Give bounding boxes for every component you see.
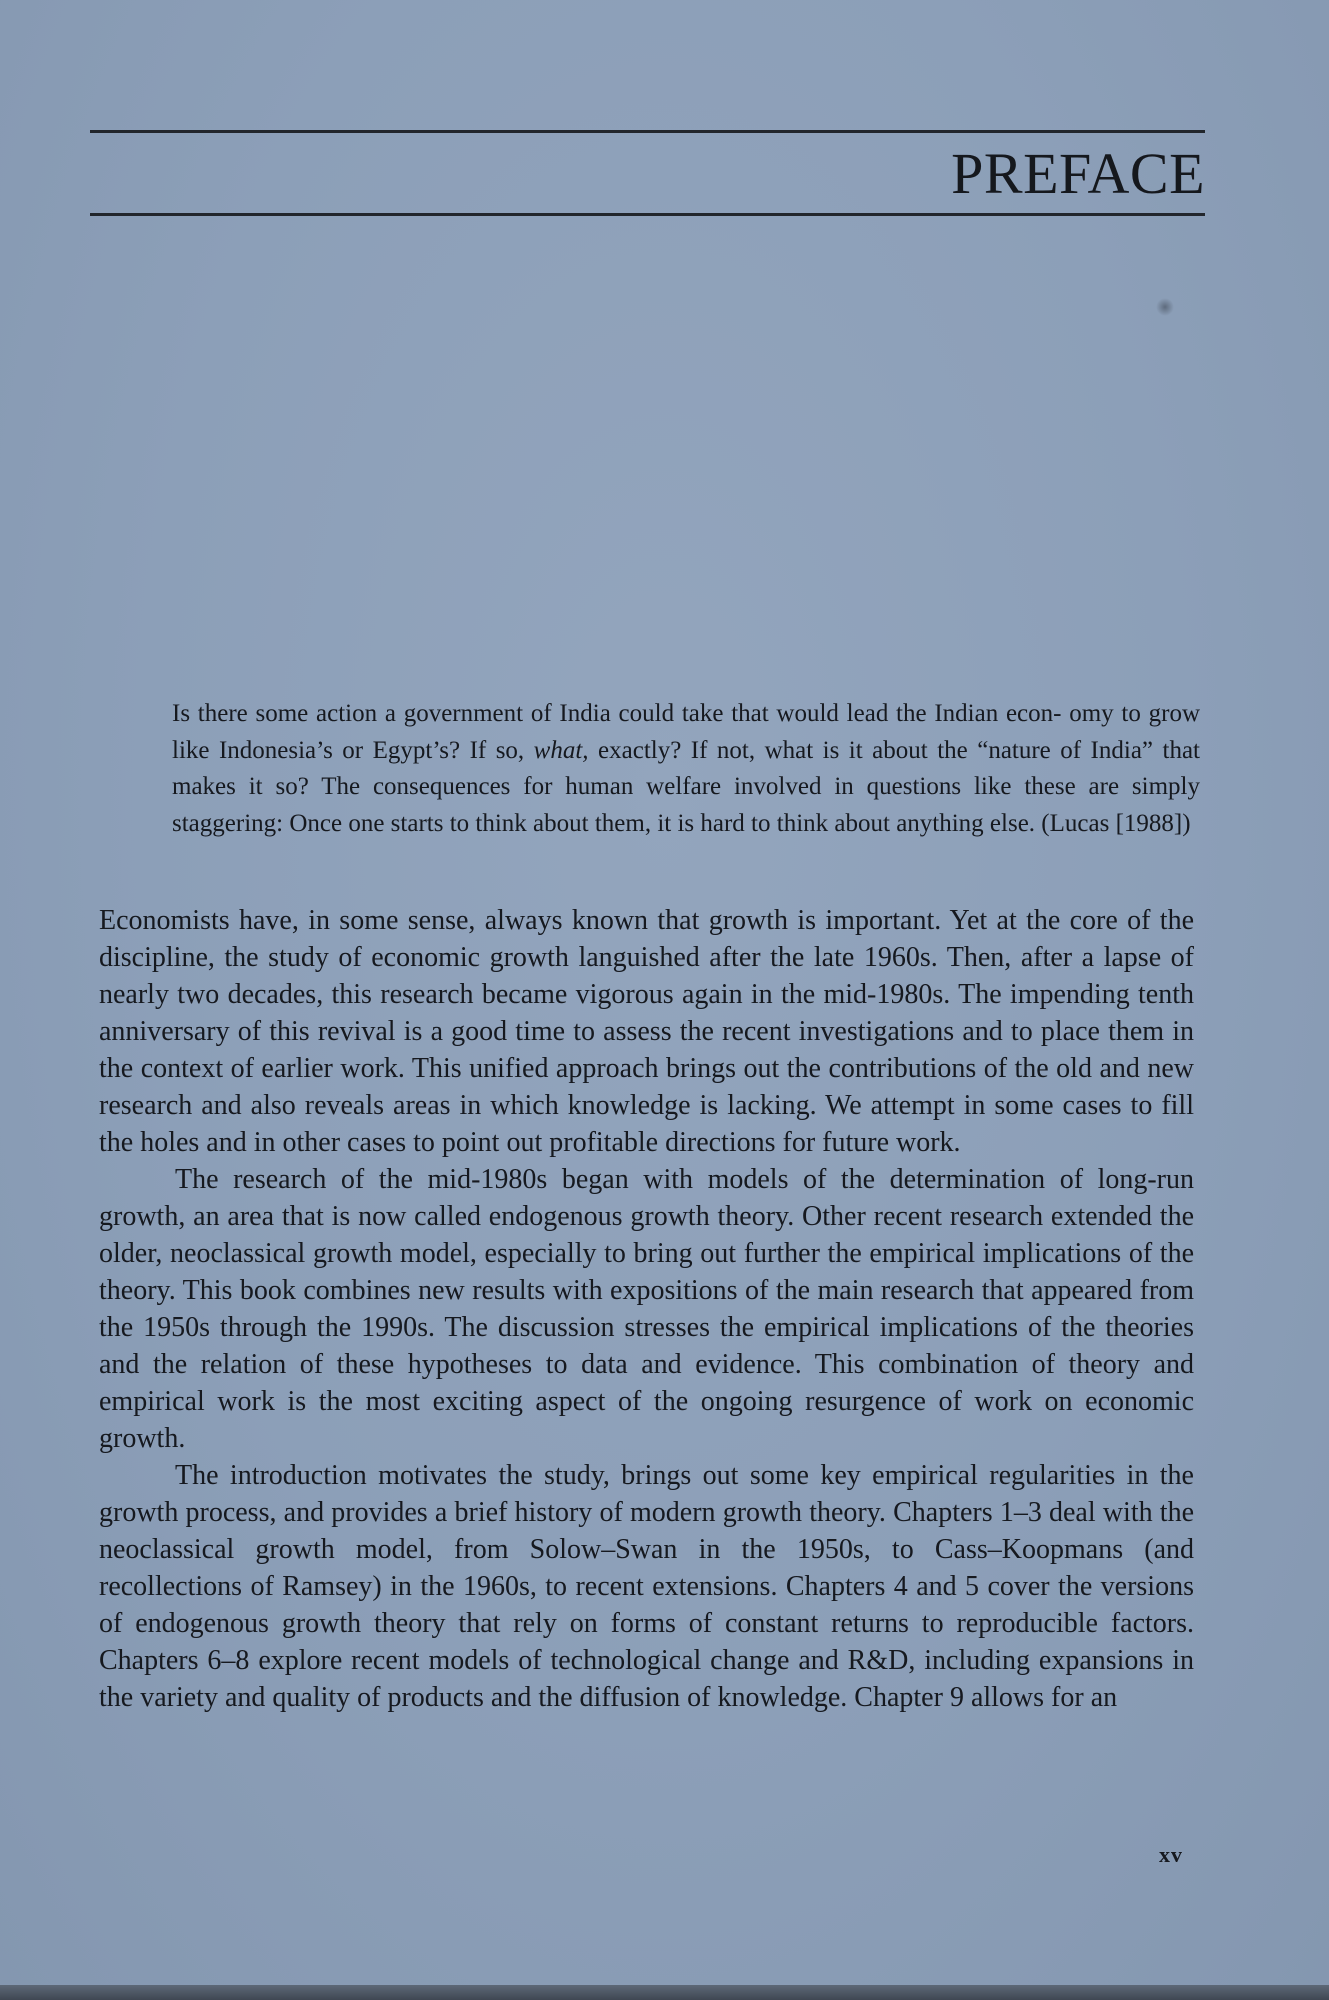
emphasis-what: what, (533, 736, 589, 764)
page-smudge (1156, 298, 1174, 316)
chapter-title: PREFACE (951, 141, 1205, 206)
epigraph-line: omy to grow like Indonesia’s or Egypt’s? If so, what, exactly? If not, what is it about (172, 700, 1200, 764)
epigraph-line: hard to think about anything else. (Lucas [1988]) (700, 809, 1191, 837)
epigraph-line: Is there some action a government of India could take that would lead the Indian econ- (172, 700, 1062, 727)
page-bottom-edge (0, 1985, 1329, 2000)
page-number: xv (1159, 1842, 1183, 1867)
epigraph-quote (172, 696, 1200, 842)
epigraph-line: in questions like these are simply staggering: Once one starts to think about them, it is (172, 773, 1200, 837)
header-bottom-rule (90, 213, 1205, 216)
paragraph-2: The research of the mid-1980s began with models of the determination of long-run growth, an area that is now called endogenous growth theory. Other recent research extended the older, neoclassical growth model, especially to bring out further the empirical implications of the theory. This book combines new results with expositions of the main research that appeared from the 1950s through the 1990s. The discussion stresses the empirical implications of the theories and the relation of these hypotheses to data and evidence. This combination of theory and empirical work is the most exciting aspect of the ongoing resurgence of work on economic growth. (99, 1164, 1194, 1454)
epigraph-line: the “nature of India” that makes it so? The consequences for human welfare involved (172, 736, 1200, 800)
paragraph-3: The introduction motivates the study, brings out some key empirical regularities in the growth process, and provides a brief history of modern growth theory. Chapters 1–3 deal with the neoclassical growth model, from Solow–Swan in the 1950s, to Cass–Koopmans (and recollections of Ramsey) in the 1960s, to recent extensions. Chapters 4 and 5 cover the versions of endogenous growth theory that rely on forms of constant returns to reproducible factors. Chapters 6–8 explore recent models of technological change and R&D, including expansions in the variety and quality of products and the diffusion of knowledge. Chapter 9 allows for an (99, 1460, 1194, 1713)
paragraph-1: Economists have, in some sense, always known that growth is important. Yet at the core of the discipline, the study of economic growth languished after the late 1960s. Then, after a lapse of nearly two decades, this research became vigorous again in the mid-1980s. The impending tenth anniversary of this revival is a good time to assess the recent investigations and to place them in the context of earlier work. This unified approach brings out the contributions of the old and new research and also reveals areas in which knowledge is lacking. We attempt in some cases to fill the holes and in other cases to point out profitable directions for future work. (99, 905, 1194, 1158)
header-top-rule (90, 130, 1205, 133)
preface-body (99, 902, 1194, 1716)
